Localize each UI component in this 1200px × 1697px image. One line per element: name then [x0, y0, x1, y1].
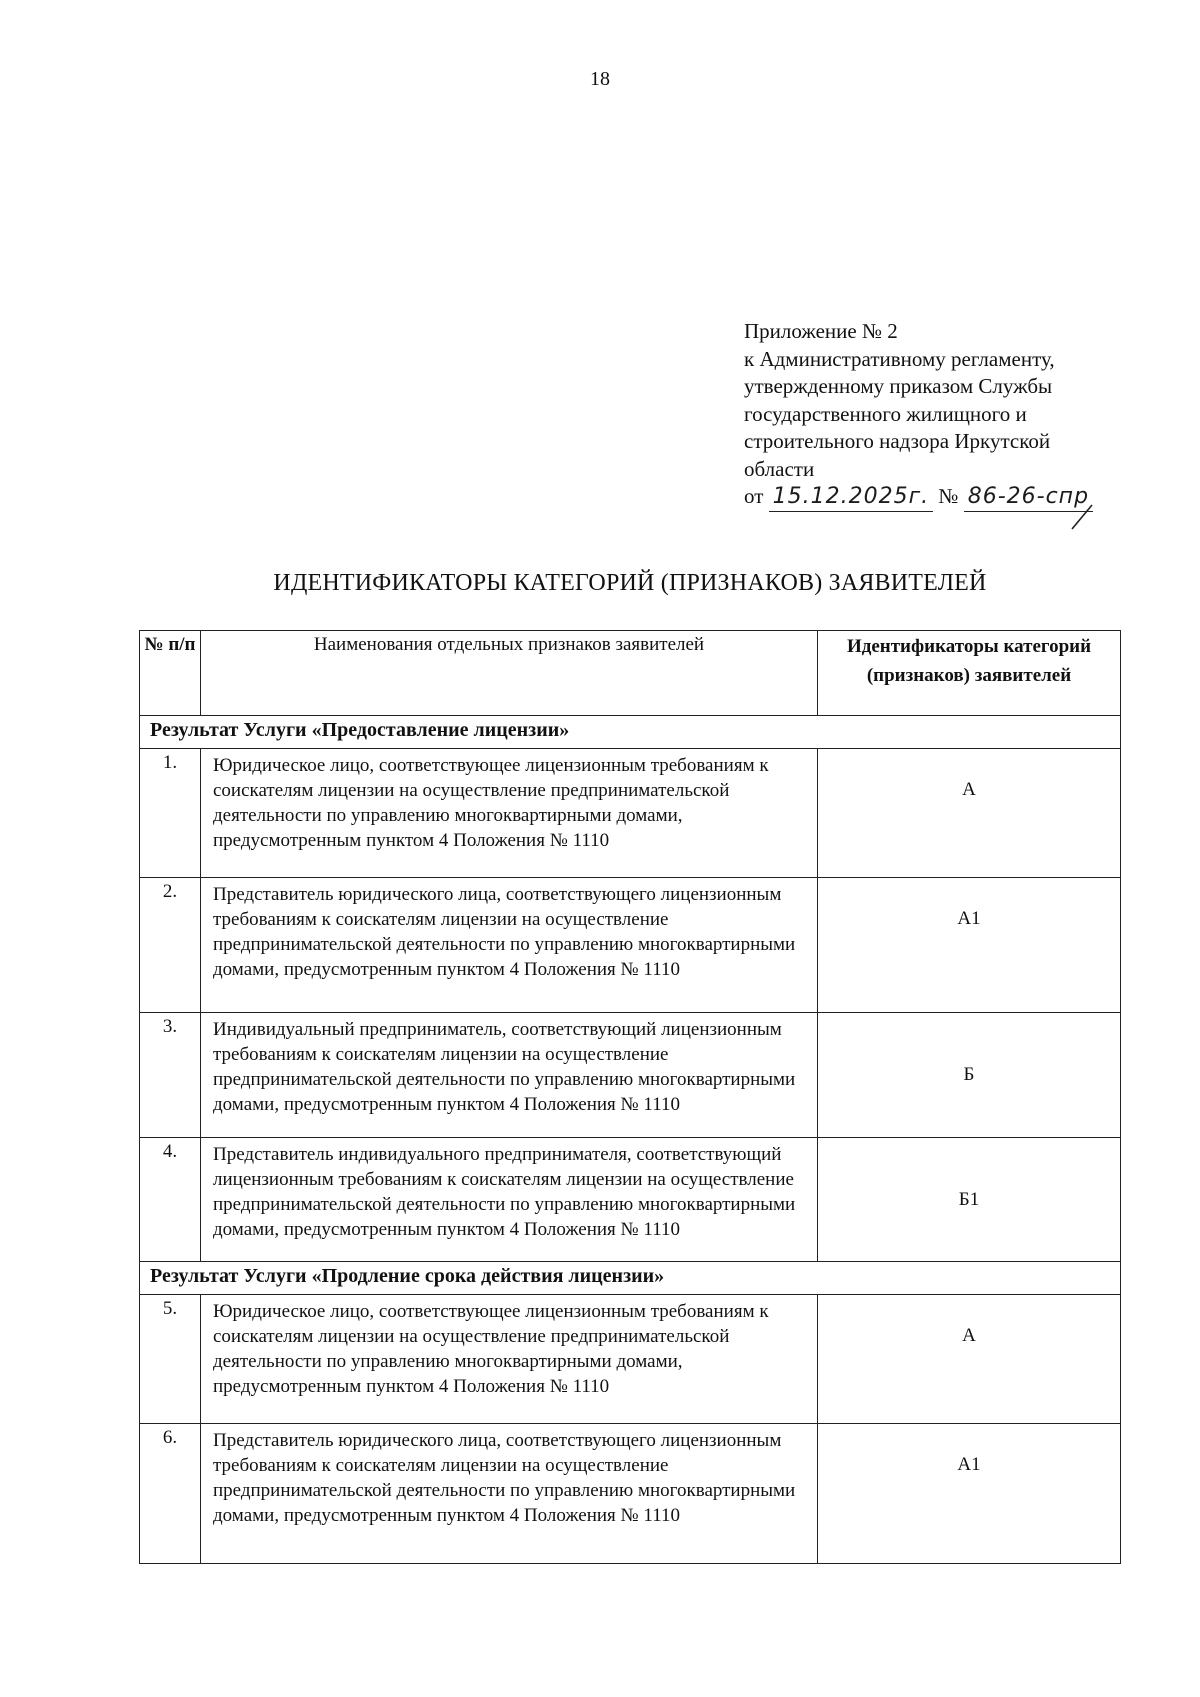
row-code: А1 [818, 878, 1121, 1013]
appendix-line: государственного жилищного и [744, 401, 1027, 426]
row-number: 2. [140, 878, 201, 1013]
section-title: Результат Услуги «Предоставление лицензии» [140, 716, 1121, 749]
document-title: ИДЕНТИФИКАТОРЫ КАТЕГОРИЙ (ПРИЗНАКОВ) ЗАЯВИТЕЛЕЙ [273, 570, 987, 596]
section-row [140, 1262, 1121, 1295]
row-code: Б [818, 1013, 1121, 1138]
row-number: 3. [140, 1013, 201, 1138]
table-row [140, 1295, 1121, 1424]
section-row [140, 716, 1121, 749]
row-text: Индивидуальный предприниматель, соответствующий лицензионным требованиям к соискателям лицензии на осуществление предпринимательской деятельности по управлению многоквартирными домами, предусмотренным пунктом 4 Положения № 1110 [201, 1013, 818, 1138]
row-text: Представитель юридического лица, соответствующего лицензионным требованиям к соискателям лицензии на осуществление предпринимательской деятельности по управлению многоквартирными домами, предусмотренным пунктом 4 Положения № 1110 [201, 1424, 818, 1564]
table-row [140, 749, 1121, 878]
row-code: А1 [818, 1424, 1121, 1564]
header-identifier: Идентификаторы категорий (признаков) заявителей [818, 631, 1121, 716]
row-number: 5. [140, 1295, 201, 1424]
row-code: А [818, 1295, 1121, 1424]
appendix-line: области [744, 456, 815, 481]
table-row [140, 1424, 1121, 1564]
row-text: Представитель юридического лица, соответствующего лицензионным требованиям к соискателям лицензии на осуществление предпринимательской деятельности по управлению многоквартирными домами, предусмотренным пунктом 4 Положения № 1110 [201, 878, 818, 1013]
row-number: 6. [140, 1424, 201, 1564]
date-prefix: от [744, 484, 764, 508]
row-text: Представитель индивидуального предпринимателя, соответствующий лицензионным требованиям к соискателям лицензии на осуществление предпринимательской деятельности по управлению многоквартирными домами, предусмотренным пунктом 4 Положения № 1110 [201, 1138, 818, 1262]
appendix-line: к Административному регламенту, [744, 346, 1055, 371]
number-prefix: № [938, 484, 959, 508]
row-code: А [818, 749, 1121, 878]
row-number: 1. [140, 749, 201, 878]
header-number: № п/п [140, 631, 201, 716]
date-number-line [744, 483, 1164, 513]
table-header-row [140, 631, 1121, 716]
identifiers-table [139, 630, 1121, 1564]
table-row [140, 878, 1121, 1013]
page-number: 18 [590, 68, 610, 90]
appendix-line: строительного надзора Иркутской [744, 429, 1051, 453]
signature-stroke [1066, 503, 1096, 533]
table-row [140, 1138, 1121, 1262]
row-code: Б1 [818, 1138, 1121, 1262]
row-text: Юридическое лицо, соответствующее лицензионным требованиям к соискателям лицензии на осуществление предпринимательской деятельности по управлению многоквартирными домами, предусмотренным пунктом 4 Положения № 1110 [201, 749, 818, 878]
header-name: Наименования отдельных признаков заявителей [201, 631, 818, 716]
appendix-line: Приложение № 2 [744, 319, 898, 343]
appendix-block [744, 318, 1164, 513]
appendix-line: утвержденному приказом Службы [744, 374, 1053, 398]
table-row [140, 1013, 1121, 1138]
handwritten-date: 15.12.2025г. [769, 483, 934, 512]
section-title: Результат Услуги «Продление срока действия лицензии» [140, 1262, 1121, 1295]
row-text: Юридическое лицо, соответствующее лицензионным требованиям к соискателям лицензии на осуществление предпринимательской деятельности по управлению многоквартирными домами, предусмотренным пунктом 4 Положения № 1110 [201, 1295, 818, 1424]
row-number: 4. [140, 1138, 201, 1262]
handwritten-number: 86-26-спр [964, 483, 1093, 512]
